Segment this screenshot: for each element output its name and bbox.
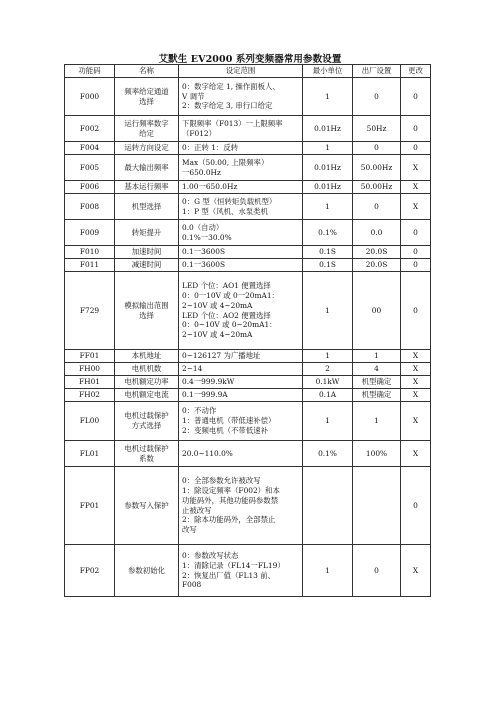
table-row (65, 389, 431, 402)
param-code: F009 (65, 220, 115, 246)
param-range: 2~14 (179, 363, 303, 376)
param-name: 频率给定通道 选择 (115, 78, 179, 116)
table-row (65, 467, 431, 545)
param-name: 机型选择 (115, 194, 179, 220)
header-change: 更改 (401, 65, 431, 78)
param-change: X (401, 350, 431, 363)
param-factory: 0 (353, 545, 401, 597)
param-change: X (401, 155, 431, 181)
param-name: 运转方向设定 (115, 142, 179, 155)
param-change: 0 (401, 467, 431, 545)
param-name: 模拟输出范围 选择 (115, 272, 179, 350)
header-code: 功能码 (65, 65, 115, 78)
param-factory: 0 (353, 142, 401, 155)
param-code: FL01 (65, 441, 115, 467)
param-code: FF01 (65, 350, 115, 363)
param-min-unit: 1 (303, 78, 353, 116)
param-factory: 0.0 (353, 220, 401, 246)
param-range: 0：参数改写状态 1：清除记录（FL14一FL19） 2：恢复出厂值（FL13 前、 F008 (179, 545, 303, 597)
param-change: X (401, 441, 431, 467)
param-change: 0 (401, 246, 431, 259)
param-factory: 100% (353, 441, 401, 467)
param-change: X (401, 181, 431, 194)
param-code: F002 (65, 116, 115, 142)
param-min-unit: 1 (303, 350, 353, 363)
table-row (65, 181, 431, 194)
param-change: X (401, 363, 431, 376)
param-code: FL00 (65, 402, 115, 441)
param-range: 0.1一999.9A (179, 389, 303, 402)
table-row (65, 116, 431, 142)
param-min-unit: 1 (303, 194, 353, 220)
param-range: Max（50.00, 上限频率） 一650.0Hz (179, 155, 303, 181)
param-min-unit: 0.01Hz (303, 181, 353, 194)
param-code: FH02 (65, 389, 115, 402)
table-row (65, 259, 431, 272)
param-factory: 1 (353, 350, 401, 363)
table-row (65, 194, 431, 220)
table-row (65, 545, 431, 597)
param-factory: 20.0S (353, 246, 401, 259)
param-min-unit: 0.1S (303, 259, 353, 272)
table-row (65, 376, 431, 389)
param-range: 20.0~110.0% (179, 441, 303, 467)
table-row (65, 402, 431, 441)
param-min-unit: 0.01Hz (303, 155, 353, 181)
param-min-unit (303, 467, 353, 545)
table-row (65, 350, 431, 363)
param-change: X (401, 402, 431, 441)
header-row (65, 65, 431, 78)
param-factory: 4 (353, 363, 401, 376)
param-code: F005 (65, 155, 115, 181)
param-name: 运行频率数字 给定 (115, 116, 179, 142)
param-factory: 1 (353, 402, 401, 441)
param-name: 电机过载保护 方式选择 (115, 402, 179, 441)
table-row (65, 272, 431, 350)
param-min-unit: 2 (303, 363, 353, 376)
param-factory: 机型确定 (353, 389, 401, 402)
param-change: 0 (401, 272, 431, 350)
table-row (65, 246, 431, 259)
param-change: 0 (401, 220, 431, 246)
param-range: 0~126127 为广播地址 (179, 350, 303, 363)
param-range: 0：数字给定 1, 操作面板人、 V 调节 2：数字给定 3, 串行口给定 (179, 78, 303, 116)
param-code: F729 (65, 272, 115, 350)
param-name: 参数初始化 (115, 545, 179, 597)
param-range: 0：G 型（恒转矩负载机型） 1：P 型（风机、水泵类机 (179, 194, 303, 220)
param-change: 0 (401, 142, 431, 155)
param-code: FP02 (65, 545, 115, 597)
param-change: 0 (401, 78, 431, 116)
param-name: 电机过载保护 系数 (115, 441, 179, 467)
table-row (65, 220, 431, 246)
param-change: X (401, 194, 431, 220)
param-factory: 0 (353, 78, 401, 116)
param-name: 电机额定功率 (115, 376, 179, 389)
param-factory: 20.0S (353, 259, 401, 272)
header-min-unit: 最小单位 (303, 65, 353, 78)
param-name: 转矩提升 (115, 220, 179, 246)
param-min-unit: 1 (303, 402, 353, 441)
param-factory: 机型确定 (353, 376, 401, 389)
param-change: X (401, 376, 431, 389)
table-row (65, 155, 431, 181)
param-min-unit: 0.1S (303, 246, 353, 259)
param-factory: 50.00Hz (353, 181, 401, 194)
param-min-unit: 1 (303, 545, 353, 597)
param-range: 0.4一999.9kW (179, 376, 303, 389)
param-min-unit: 0.01Hz (303, 116, 353, 142)
param-code: F000 (65, 78, 115, 116)
param-name: 加速时间 (115, 246, 179, 259)
param-range: 下限频率（F013）一上限频率 （F012） (179, 116, 303, 142)
table-row (65, 142, 431, 155)
param-range: 0.0（自动） 0.1%一30.0% (179, 220, 303, 246)
table-row (65, 441, 431, 467)
param-name: 减速时间 (115, 259, 179, 272)
table-row (65, 363, 431, 376)
header-name: 名称 (115, 65, 179, 78)
param-min-unit: 0.1% (303, 220, 353, 246)
param-factory: 50Hz (353, 116, 401, 142)
param-change: 0 (401, 116, 431, 142)
param-code: FH00 (65, 363, 115, 376)
table-row (65, 78, 431, 116)
param-change: 0 (401, 259, 431, 272)
param-change: X (401, 389, 431, 402)
header-factory: 出厂设置 (353, 65, 401, 78)
param-name: 本机地址 (115, 350, 179, 363)
param-factory: 00 (353, 272, 401, 350)
param-name: 参数写入保护 (115, 467, 179, 545)
param-change: X (401, 545, 431, 597)
param-min-unit: 0.1kW (303, 376, 353, 389)
param-range: LED 个位：AO1 便置选择 0：0一10V 或 0一20mA1： 2~10V 或 4~20mA LED 个位：AO2 便置选择 0：0~10V 或 0~20mA1： 2~10V 或 4~20mA (179, 272, 303, 350)
param-min-unit: 1 (303, 142, 353, 155)
param-range: 0.1一3600S (179, 259, 303, 272)
param-min-unit: 0.1A (303, 389, 353, 402)
param-code: F011 (65, 259, 115, 272)
param-range: 0：全部参数允许被改写 1：除设定频率（F002）和本 功能码外，其他功能码参数禁 止被改写 2：除本功能码外，全部禁止 改写 (179, 467, 303, 545)
header-range: 设定范围 (179, 65, 303, 78)
param-name: 最大输出频率 (115, 155, 179, 181)
param-range: 0：不动作 1：普通电机（带低速补偿） 2：变频电机（不带低速补 (179, 402, 303, 441)
param-min-unit: 1 (303, 272, 353, 350)
param-min-unit: 0.1% (303, 441, 353, 467)
param-range: 0.1一3600S (179, 246, 303, 259)
param-code: FH01 (65, 376, 115, 389)
param-factory: 50.00Hz (353, 155, 401, 181)
param-code: F004 (65, 142, 115, 155)
document-title: 艾默生 EV2000 系列变频器常用参数设置 (158, 54, 342, 65)
param-code: FP01 (65, 467, 115, 545)
param-factory (353, 467, 401, 545)
param-name: 电机额定电流 (115, 389, 179, 402)
param-code: F008 (65, 194, 115, 220)
param-factory: 0 (353, 194, 401, 220)
param-name: 电机机数 (115, 363, 179, 376)
parameter-table (64, 64, 431, 597)
param-name: 基本运行频率 (115, 181, 179, 194)
param-code: F010 (65, 246, 115, 259)
param-range: 0：正转 1：反转 (179, 142, 303, 155)
param-code: F006 (65, 181, 115, 194)
param-range: 1.00一650.0Hz (179, 181, 303, 194)
